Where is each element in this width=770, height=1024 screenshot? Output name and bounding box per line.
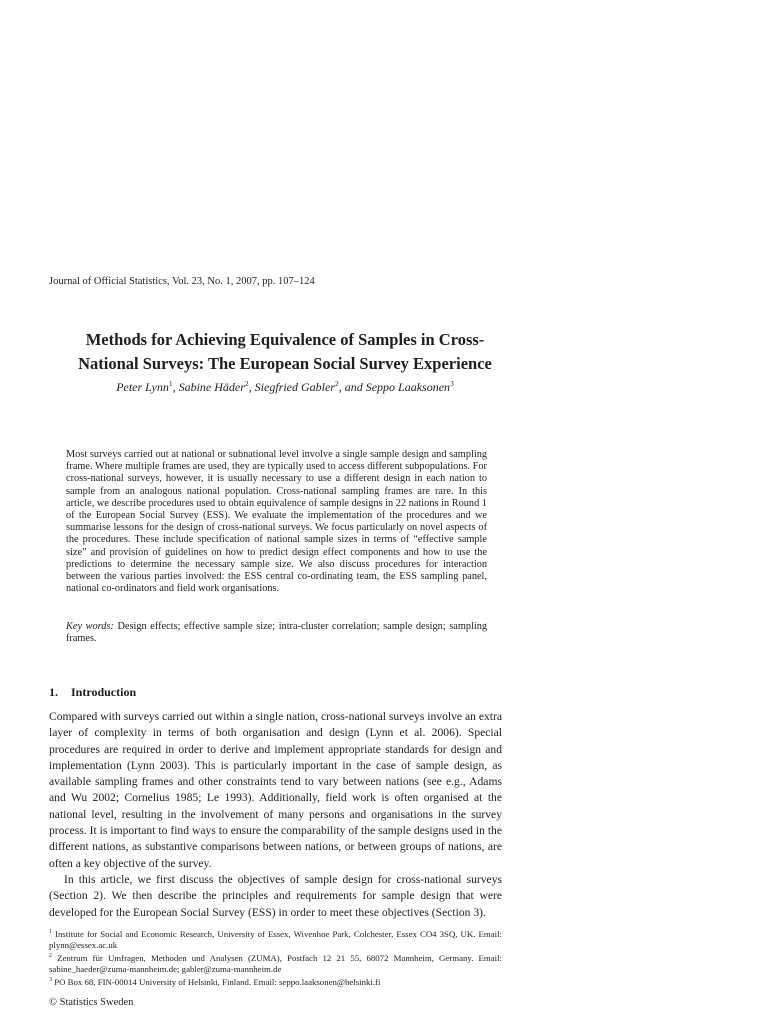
title-line: National Surveys: The European Social Survey Experience <box>78 354 492 373</box>
author-name: Sabine Häder <box>178 380 245 394</box>
author-name: Seppo Laaksonen <box>365 380 451 394</box>
journal-citation: Journal of Official Statistics, Vol. 23, No. 1, 2007, pp. 107–124 <box>49 276 315 287</box>
author-separator: , <box>172 380 179 394</box>
author-affiliation-mark: 3 <box>450 379 454 388</box>
keywords <box>66 621 487 645</box>
footnote-text: Zentrum für Umfragen, Methoden und Analysen (ZUMA), Postfach 12 21 55, 68072 Mannheim, Germany. Email: sabine_haeder@zuma-mannheim.de; gabler@zuma-mannheim.de <box>49 952 502 974</box>
keywords-label: Key words: <box>66 621 114 632</box>
footnote <box>49 927 502 951</box>
article-title <box>40 328 530 376</box>
author-affiliation-mark: 1 <box>168 379 173 388</box>
keywords-text: Design effects; effective sample size; intra-cluster correlation; sample design; sampling frames. <box>66 621 488 645</box>
author-separator: , and <box>338 380 366 394</box>
copyright-notice: © Statistics Sweden <box>49 997 134 1008</box>
author-name: Siegfried Gabler <box>254 380 335 394</box>
footnotes <box>49 927 502 988</box>
author-affiliation-mark: 2 <box>244 379 249 388</box>
title-line: Methods for Achieving Equivalence of Samples in Cross- <box>85 330 485 349</box>
author-affiliation-mark: 2 <box>334 379 339 388</box>
footnote <box>49 951 502 975</box>
footnote-text: PO Box 68, FIN-00014 University of Helsinki, Finland. Email: seppo.laaksonen@helsinki.fi <box>52 976 381 987</box>
section-title: Introduction <box>71 685 137 699</box>
footnote-mark: 3 <box>49 976 52 983</box>
footnote-mark: 1 <box>49 929 52 935</box>
paragraph: In this article, we first discuss the objectives of sample design for cross-national surveys (Section 2). We then describe the principles and requirements for sample design that were developed for the European Social Survey (ESS) in order to meet these objectives (Section 3). <box>49 872 502 919</box>
author-list <box>40 379 530 395</box>
author-name: Peter Lynn <box>116 380 169 394</box>
abstract: Most surveys carried out at national or subnational level involve a single sample design and sampling frame. Where multiple frames are used, they are typically used to access different subpopulations. For cross-national surveys, however, it is usually necessary to use a different design in each nation to sample from an analogous national population. Cross-national sampling frames are rare. In this article, we describe procedures used to obtain equivalence of sample designs in 22 nations in Round 1 of the European Social Survey (ESS). We evaluate the implementation of the procedures and we summarise lessons for the design of cross-national surveys. We focus particularly on novel aspects of the procedures. These include specification of national sample sizes in terms of “effective sample size” and provision of guidelines on how to predict design effect components and how to use the predictions to determine the necessary sample size. We also discuss procedures for interaction between the various parties involved: the ESS central co-ordinating team, the ESS sampling panel, national co-ordinators and field work organisations. <box>66 449 487 595</box>
footnote <box>49 975 502 988</box>
paragraph: Compared with surveys carried out within a single nation, cross-national surveys involve an extra layer of complexity in terms of both organisation and design (Lynn et al. 2006). Special procedures are required in order to derive and implement appropriate standards for design and implementation (Lynn 2003). This is particularly important in the case of sample design, as available sampling frames and other constraints tend to vary between nations (see e.g., Adams and Wu 2002; Cornelius 1985; Le 1993). Additionally, field work is often organised at the national level, resulting in the involvement of many persons and organisations in the survey process. It is important to find ways to ensure the comparability of the sample designs used in the different nations, as substantive comparisons between nations, or between groups of nations, are often a key objective of the survey. <box>49 710 502 870</box>
section-number: 1. <box>49 685 58 699</box>
footnote-text: Institute for Social and Economic Research, University of Essex, Wivenhoe Park, Colchester, Essex CO4 3SQ, UK. Email: plynn@essex.ac.uk <box>49 928 502 950</box>
section-heading <box>49 685 136 700</box>
footnote-mark: 2 <box>49 952 52 959</box>
author-separator: , <box>248 380 255 394</box>
body-text <box>49 709 502 921</box>
